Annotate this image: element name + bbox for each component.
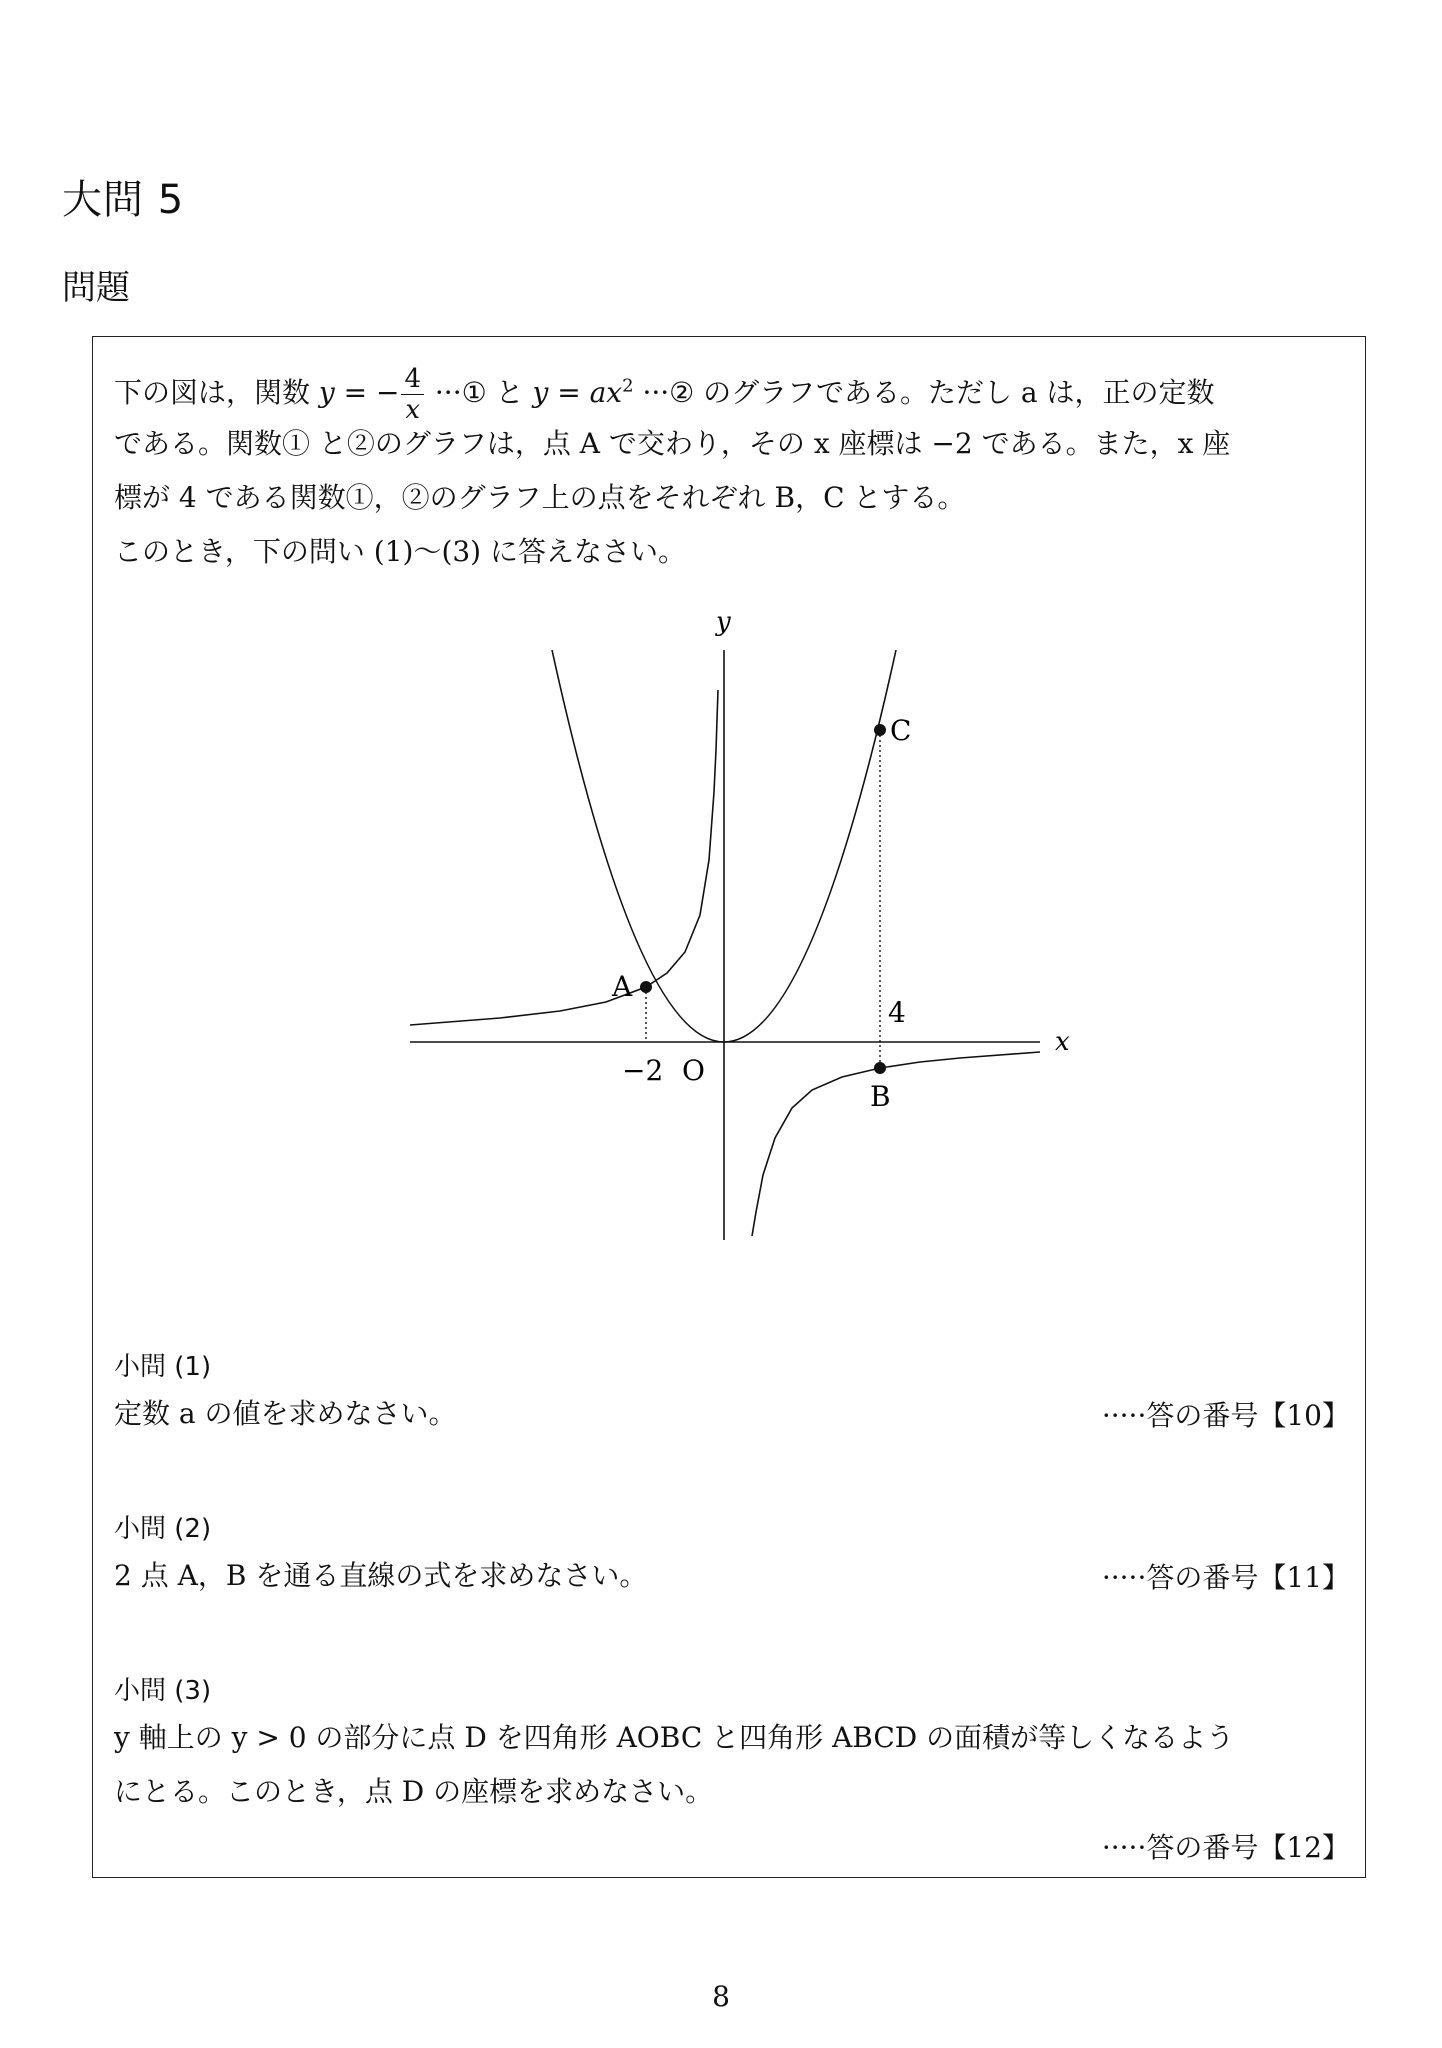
- tick-label-neg2: −2: [622, 1054, 664, 1087]
- function-graph: [400, 600, 1080, 1240]
- label-B: B: [870, 1080, 891, 1113]
- origin-label: O: [682, 1054, 705, 1087]
- question-3-title: 小問 (3): [114, 1676, 212, 1706]
- eq1-denominator: x: [405, 395, 421, 425]
- point-A: [640, 981, 652, 993]
- line1-post: ···② のグラフである。ただし a は，正の定数: [633, 376, 1215, 409]
- point-C: [874, 724, 886, 736]
- tick-label-4: 4: [888, 996, 906, 1029]
- question-3-text-line-1: y 軸上の y > 0 の部分に点 D を四角形 AOBC と四角形 ABCD の面積が等しくなるよう: [114, 1721, 1235, 1754]
- problem-line-2: である。関数① と②のグラフは，点 A で交わり，その x 座標は −2 である。また，x 座: [114, 427, 1231, 460]
- section-heading: 大問 5: [62, 177, 185, 223]
- question-2-answer-ref: ·····答の番号【11】: [1101, 1561, 1350, 1594]
- eq1-fraction: [401, 366, 424, 423]
- question-2-title: 小問 (2): [114, 1514, 212, 1544]
- eq1-numerator: 4: [401, 366, 424, 395]
- eq1-tag: ···① と: [426, 376, 533, 409]
- question-1-text: 定数 a の値を求めなさい。: [114, 1397, 457, 1430]
- line1-pre: 下の図は，関数: [114, 376, 319, 409]
- label-C: C: [890, 714, 912, 747]
- question-1-answer-ref: ·····答の番号【10】: [1101, 1399, 1350, 1432]
- question-1-title: 小問 (1): [114, 1352, 212, 1382]
- hyperbola-right-branch: [752, 1052, 1040, 1236]
- hyperbola-left-branch: [410, 690, 718, 1025]
- problem-line-1: [114, 366, 1215, 423]
- page-number: 8: [712, 1980, 730, 2013]
- label-A: A: [612, 970, 633, 1003]
- problem-heading: 問題: [62, 268, 130, 308]
- eq1-lhs: y = −: [318, 376, 400, 409]
- problem-line-4: このとき，下の問い (1)〜(3) に答えなさい。: [114, 535, 687, 568]
- question-3-text-line-2: にとる。このとき，点 D の座標を求めなさい。: [114, 1775, 714, 1808]
- y-axis-label: y: [716, 607, 731, 637]
- eq2-exponent: 2: [622, 375, 634, 397]
- eq2: y = ax: [532, 376, 623, 409]
- problem-line-3: 標が 4 である関数①，②のグラフ上の点をそれぞれ B，C とする。: [114, 481, 966, 514]
- question-3-answer-ref: ·····答の番号【12】: [1101, 1831, 1350, 1864]
- point-B: [874, 1062, 886, 1074]
- question-2-text: 2 点 A，B を通る直線の式を求めなさい。: [114, 1559, 648, 1592]
- x-axis-label: x: [1055, 1027, 1070, 1057]
